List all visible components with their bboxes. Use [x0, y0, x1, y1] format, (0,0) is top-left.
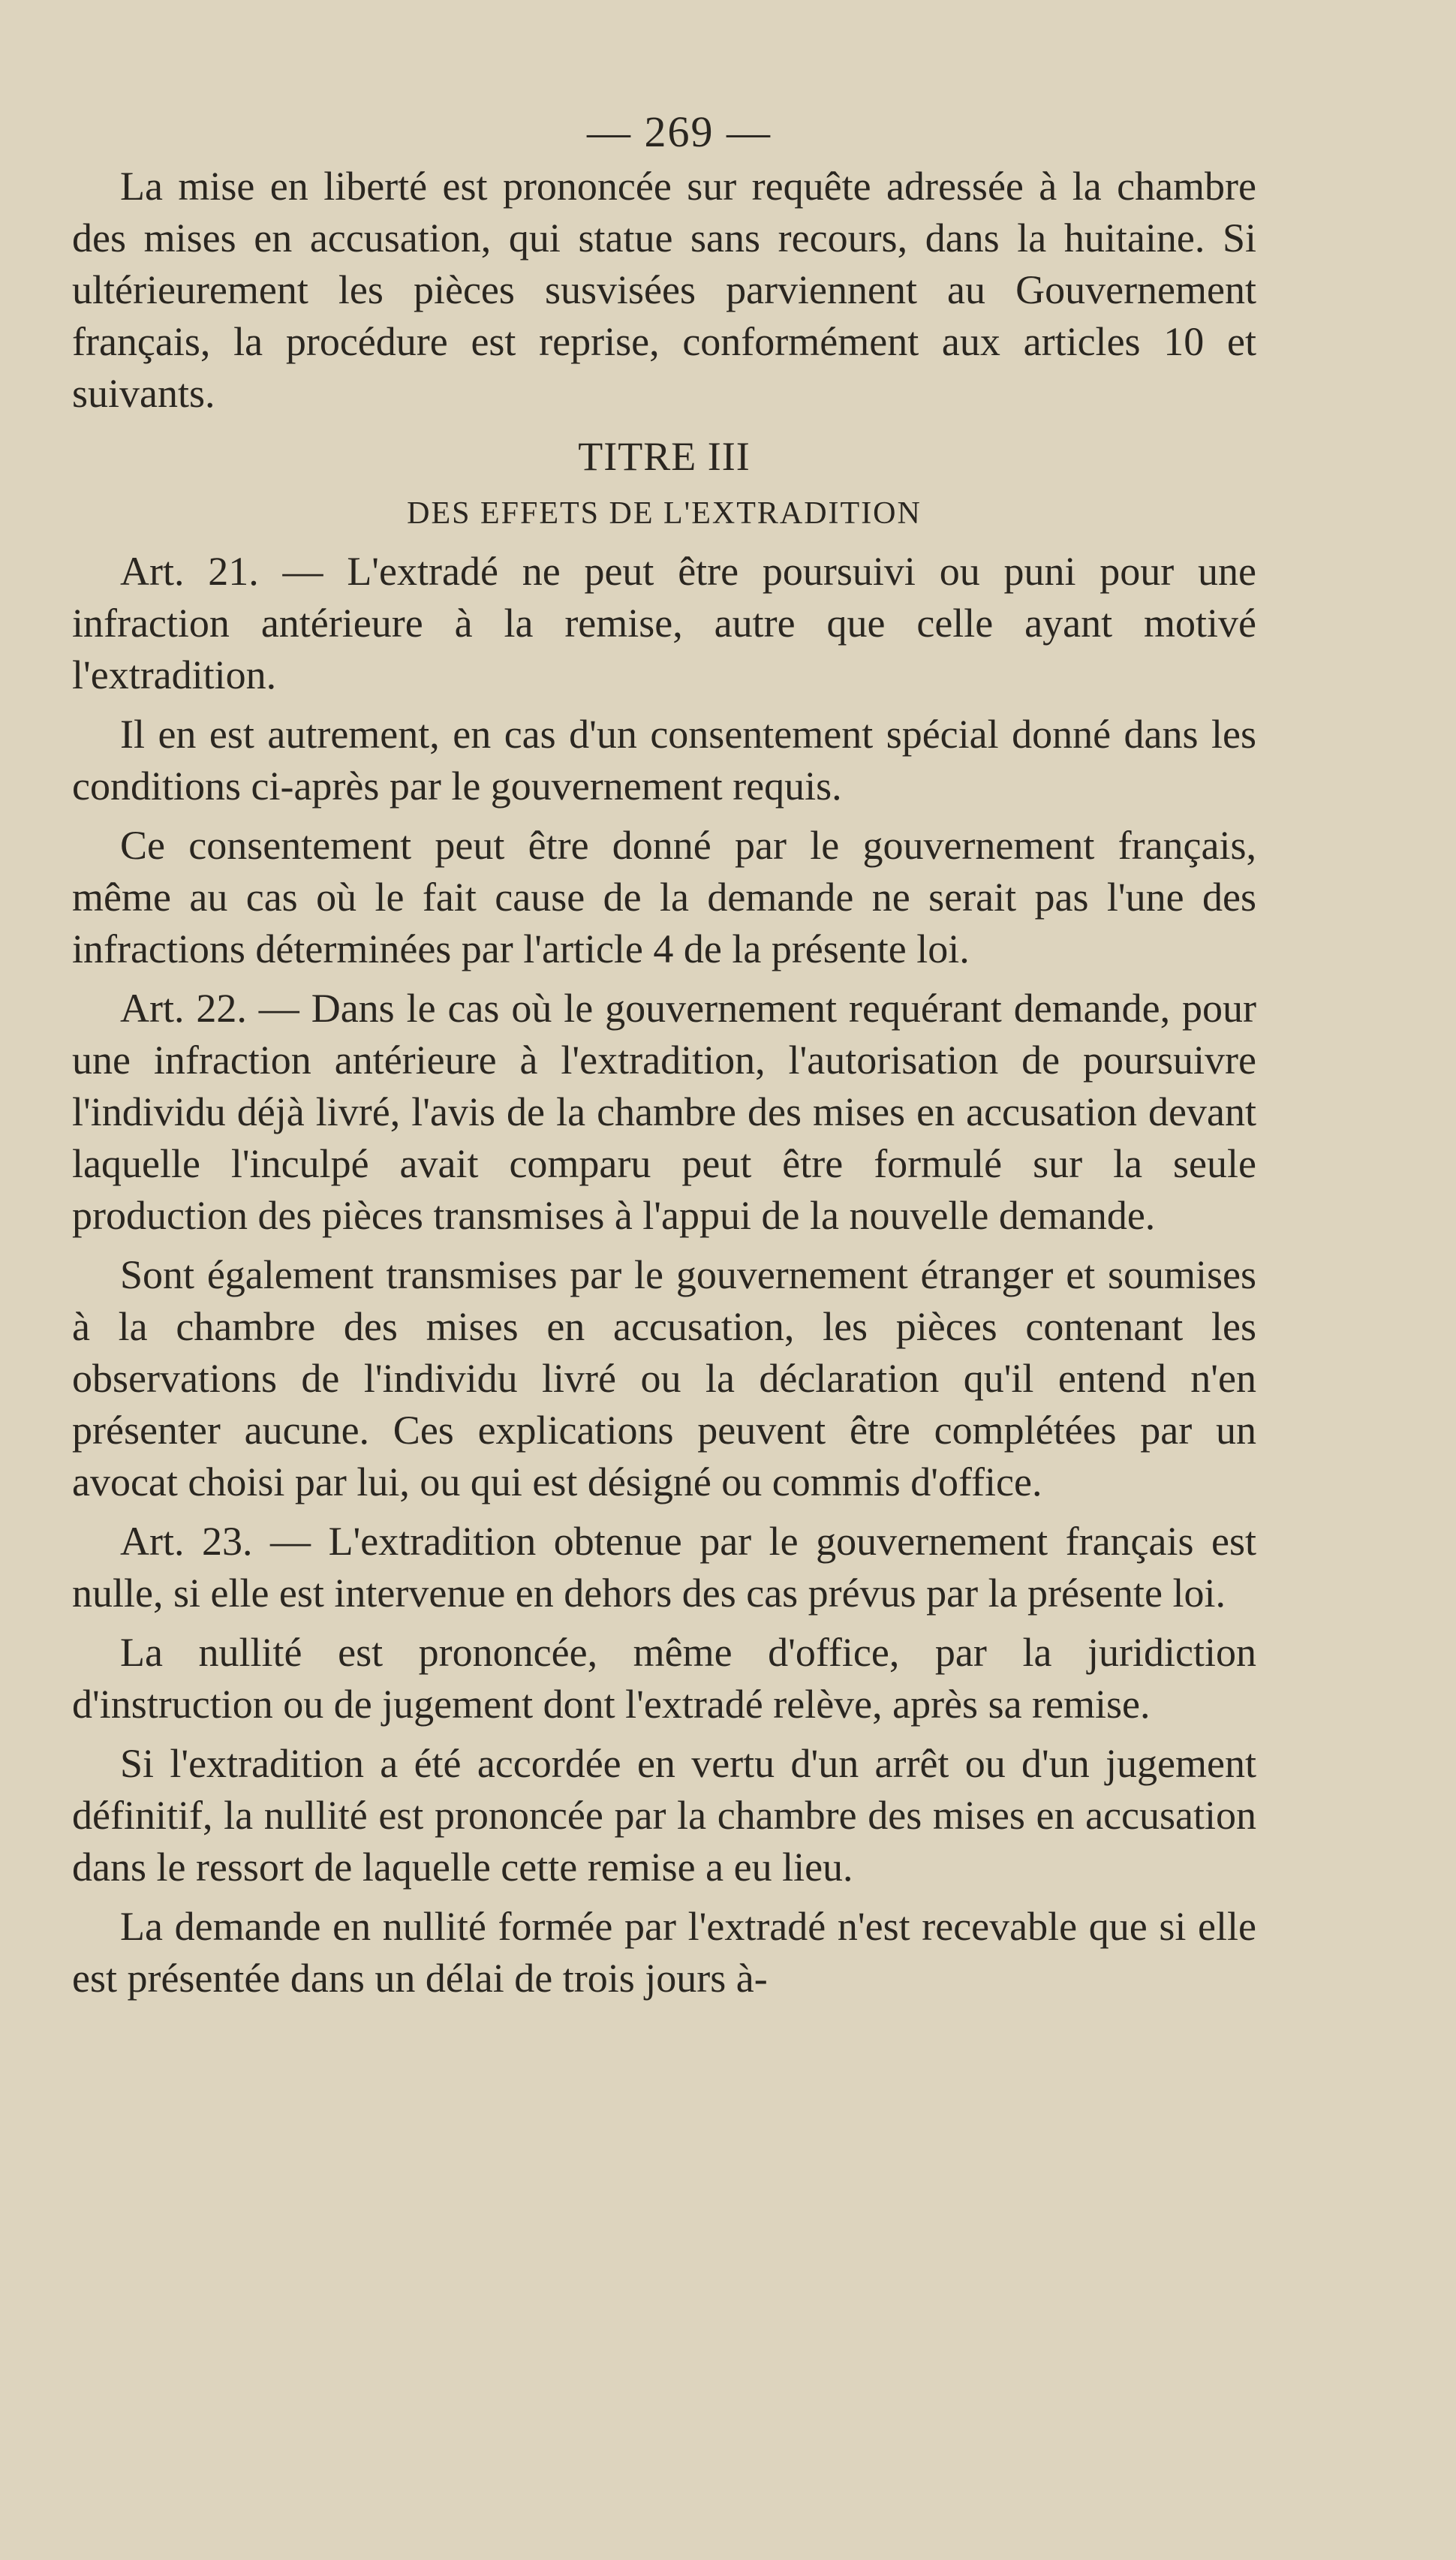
page-number: — 269 —	[587, 107, 772, 156]
paragraph: La nullité est prononcée, même d'office, par la juridiction d'instruction ou de jugement dont l'extradé relève, après sa remise.	[72, 1630, 1256, 1727]
article-23-paragraph: Art. 23. — L'extradition obtenue par le gouvernement français est nulle, si elle est intervenue en dehors des cas prévus par la présente loi.	[72, 1519, 1256, 1616]
article-21-paragraph: Art. 21. — L'extradé ne peut être poursuivi ou puni pour une infraction antérieure à la remise, autre que celle ayant motivé l'extradition.	[72, 549, 1256, 697]
section-title: TITRE III	[578, 434, 751, 479]
paragraph: Si l'extradition a été accordée en vertu d'un arrêt ou d'un jugement définitif, la nullité est prononcée par la chambre des mises en accusation dans le ressort de laquelle cette remise a eu lieu.	[72, 1741, 1256, 1890]
paragraph: La mise en liberté est prononcée sur requête adressée à la chambre des mises en accusation, qui statue sans recours, dans la huitaine. Si ultérieurement les pièces susvisées parviennent au Gouvernement français, la procédure est reprise, conformément aux articles 10 et suivants.	[72, 164, 1256, 416]
article-22-paragraph: Art. 22. — Dans le cas où le gouvernement requérant demande, pour une infraction antérieure à l'extradition, l'autorisation de poursuivre l'individu déjà livré, l'avis de la chambre des mises en accusation devant laquelle l'inculpé avait comparu peut être formulé sur la seule production des pièces transmises à l'appui de la nouvelle demande.	[72, 986, 1256, 1238]
paragraph: La demande en nullité formée par l'extradé n'est recevable que si elle est présentée dans un délai de trois jours à-	[72, 1904, 1256, 2001]
paragraph: Sont également transmises par le gouvernement étranger et soumises à la chambre des mises en accusation, les pièces contenant les observations de l'individu livré ou la déclaration qu'il entend n'en présenter aucune. Ces explications peuvent être complétées par un avocat choisi par lui, ou qui est désigné ou commis d'office.	[72, 1252, 1256, 1504]
page-text	[72, 105, 1256, 2004]
section-subtitle: DES EFFETS DE L'EXTRADITION	[407, 496, 922, 531]
paragraph: Il en est autrement, en cas d'un consentement spécial donné dans les conditions ci-après par le gouvernement requis.	[72, 712, 1256, 809]
paragraph: Ce consentement peut être donné par le gouvernement français, même au cas où le fait cause de la demande ne serait pas l'une des infractions déterminées par l'article 4 de la présente loi.	[72, 823, 1256, 971]
